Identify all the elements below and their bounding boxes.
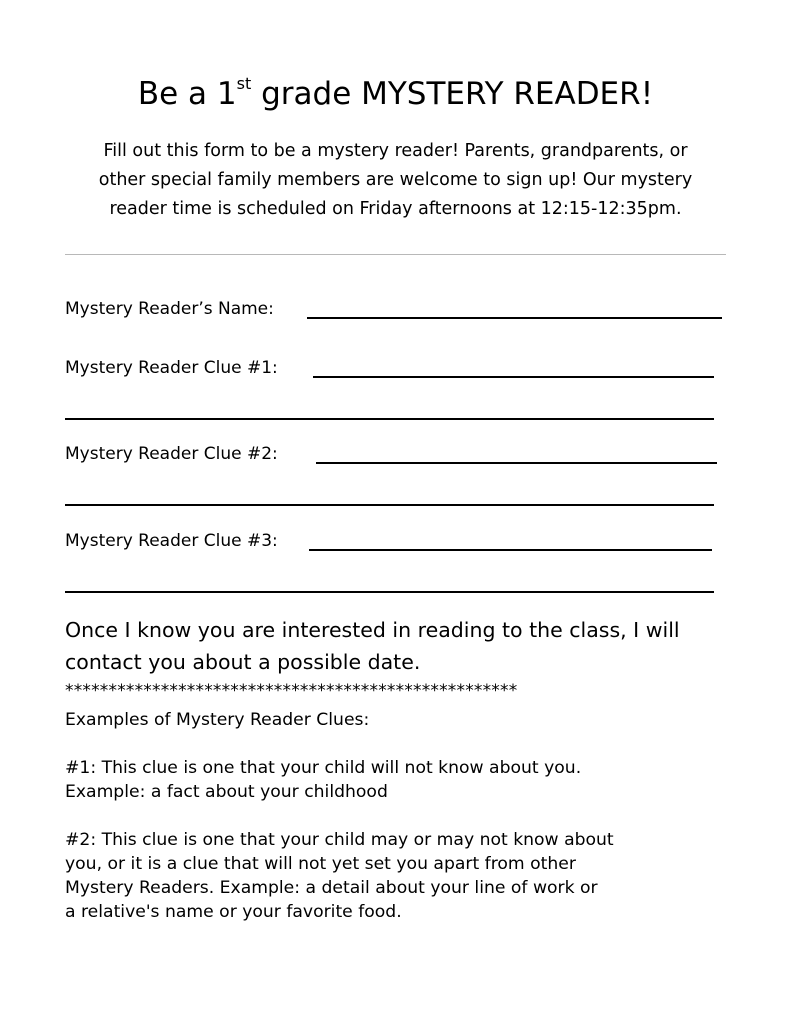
example-2-line-3: Mystery Readers. Example: a detail about your line of work or [65, 878, 598, 898]
intro-paragraph [40, 137, 751, 224]
examples-heading: Examples of Mystery Reader Clues: [65, 710, 370, 730]
title-prefix: Be a 1 [137, 76, 237, 112]
intro-line-1: Fill out this form to be a mystery reader! Parents, grandparents, or [103, 141, 688, 161]
clue2-field[interactable] [316, 462, 717, 464]
clue1-field[interactable] [313, 376, 714, 378]
section-divider [65, 254, 726, 255]
note-line-1: Once I know you are interested in reading to the class, I will [65, 618, 680, 642]
examples-section [65, 708, 765, 924]
name-label: Mystery Reader’s Name: [65, 299, 274, 319]
clue3-label: Mystery Reader Clue #3: [65, 531, 278, 551]
intro-line-2: other special family members are welcome to sign up! Our mystery [98, 170, 693, 190]
clue1-label: Mystery Reader Clue #1: [65, 358, 278, 378]
name-field[interactable] [307, 317, 722, 319]
clue3-field[interactable] [309, 549, 712, 551]
page-title [0, 74, 791, 114]
example-2-line-1: #2: This clue is one that your child may or may not know about [65, 830, 614, 850]
intro-line-3: reader time is scheduled on Friday afternoons at 12:15-12:35pm. [109, 199, 682, 219]
contact-note [65, 614, 755, 678]
clue2-field-continued[interactable] [65, 504, 714, 506]
example-1-line-2: Example: a fact about your childhood [65, 782, 388, 802]
clue1-field-continued[interactable] [65, 418, 714, 420]
star-divider: **************************************************** [65, 681, 518, 701]
note-line-2: contact you about a possible date. [65, 650, 421, 674]
example-2-line-4: a relative's name or your favorite food. [65, 902, 402, 922]
title-superscript: st [236, 74, 252, 93]
clue2-label: Mystery Reader Clue #2: [65, 444, 278, 464]
title-suffix: grade MYSTERY READER! [251, 76, 654, 112]
example-2-line-2: you, or it is a clue that will not yet set you apart from other [65, 854, 576, 874]
clue3-field-continued[interactable] [65, 591, 714, 593]
example-1-line-1: #1: This clue is one that your child will not know about you. [65, 758, 582, 778]
